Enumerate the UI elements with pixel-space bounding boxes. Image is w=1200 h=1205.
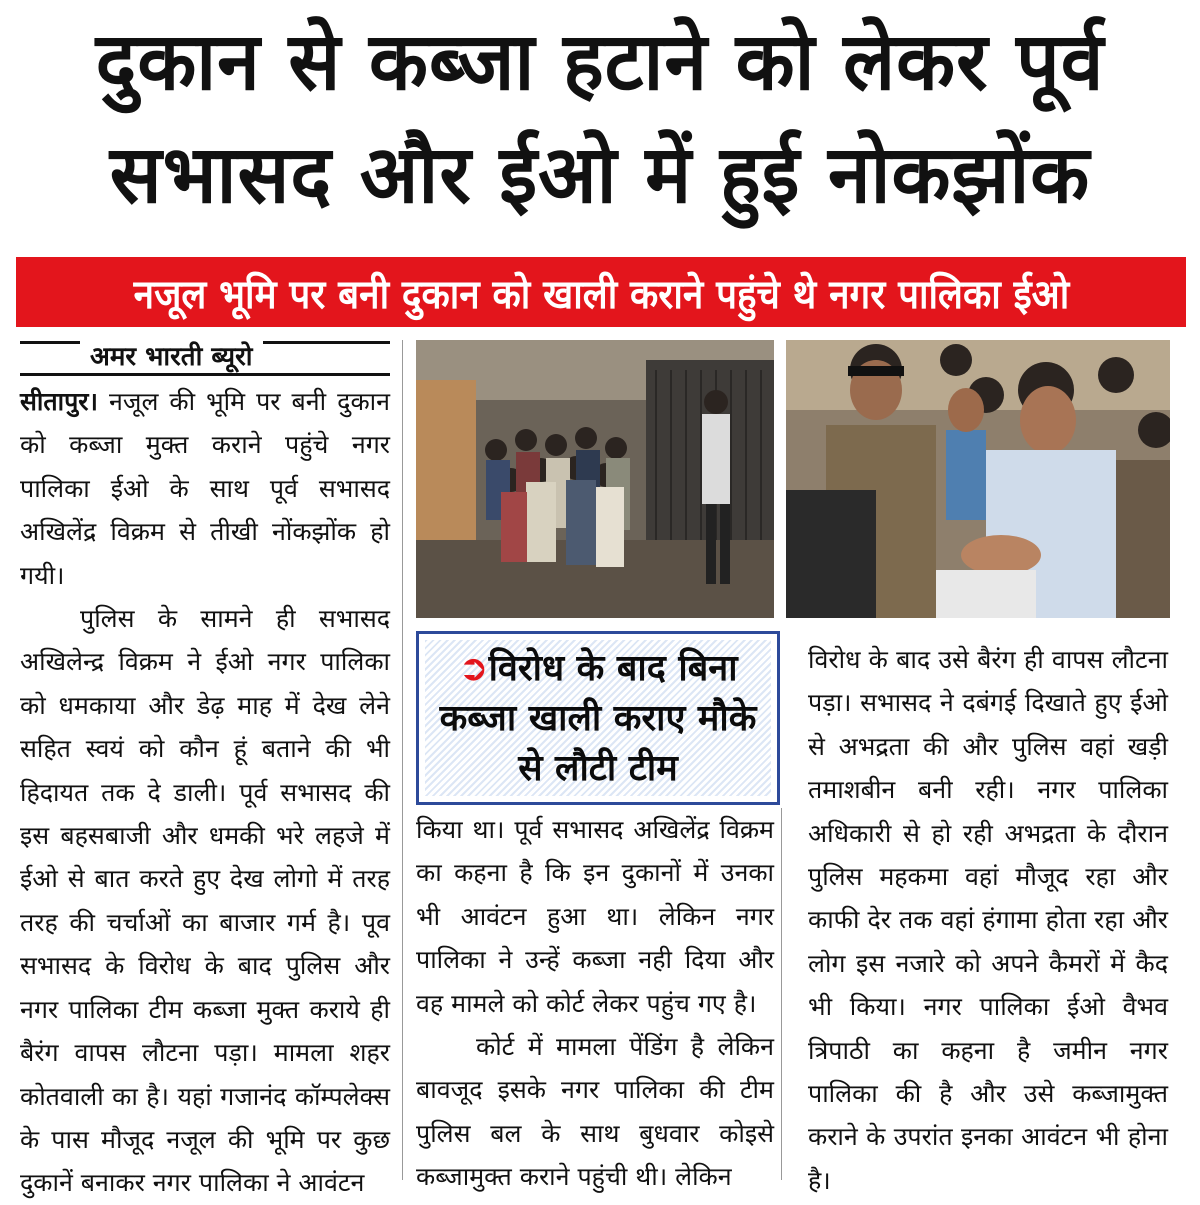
arrow-marker-icon: ➲ — [458, 648, 489, 689]
subheadline-bar — [16, 257, 1186, 327]
subhead-box-text-wrap — [429, 644, 767, 794]
col2-paragraph-1: किया था। पूर्व सभासद अखिलेंद्र विक्रम का कहना है कि इन दुकानों में उनका भी आवंटन हुआ था। लेकिन नगर पालिका ने उन्हें कब्जा नही दिया और वह मामले को कोर्ट लेकर पहुंच गए है। — [416, 815, 774, 1018]
photo-crowd — [416, 340, 774, 618]
photo-confrontation — [786, 340, 1170, 618]
dateline: सीतापुर। — [20, 387, 99, 416]
article-column-2 — [416, 808, 774, 1199]
byline-text: अमर भारती ब्यूरो — [80, 341, 263, 373]
article-column-1 — [20, 380, 390, 1205]
col2-paragraph-2: कोर्ट में मामला पेंडिंग है लेकिन बावजूद इसके नगर पालिका की टीम पुलिस बल के साथ बुधवार कोइसे कब्जामुक्त कराने पहुंची थी। लेकिन — [416, 1032, 774, 1192]
subhead-box — [416, 631, 780, 805]
headline — [0, 0, 1200, 252]
article-column-3 — [808, 638, 1168, 1202]
byline-rule-bottom — [20, 373, 390, 376]
subhead-box-text: विरोध के बाद बिना कब्जा खाली कराए मौके से लौटी टीम — [439, 648, 757, 789]
byline — [20, 335, 390, 375]
headline-line-2: सभासद और ईओ में हुई नोकझोंक — [109, 128, 1091, 221]
col1-paragraph-2: पुलिस के सामने ही सभासद अखिलेन्द्र विक्रम ने ईओ नगर पालिका को धमकाया और डेढ़ माह में देख लेने सहित स्वयं को कौन हूं बताने की भी हिदायत तक दे डाली। पूर्व सभासद की इस बहसबाजी और धमकी भरे लहजे में ईओ से बात करते हुए देख लोगो में तरह तरह की चर्चाओं का बाजार गर्म है। पूव सभासद के विरोध के बाद पुलिस और नगर पालिका टीम कब्जा मुक्त कराये ही बैरंग वापस लौटना पड़ा। मामला शहर कोतवाली का है। यहां गजानंद कॉम्पलेक्स के पास मौजूद नजूल की भूमि पर कुछ दुकानें बनाकर नगर पालिका ने आवंटन — [20, 604, 390, 1198]
headline-line-1: दुकान से कब्जा हटाने को लेकर पूर्व — [95, 15, 1105, 108]
column-rule — [781, 808, 782, 1180]
subheadline: नजूल भूमि पर बनी दुकान को खाली कराने पहुंचे थे नगर पालिका ईओ — [133, 271, 1069, 318]
col3-paragraph-1: विरोध के बाद उसे बैरंग ही वापस लौटना पड़ा। सभासद ने दबंगई दिखाते हुए ईओ से अभद्रता की और पुलिस वहां खड़ी तमाशबीन बनी रही। नगर पालिका अधिकारी से हो रही अभद्रता के दौरान पुलिस महकमा वहां मौजूद रहा और काफी देर तक वहां हंगामा होता रहा और लोग इस नजारे को अपने कैमरों में कैद भी किया। नगर पालिका ईओ वैभव त्रिपाठी का कहना है जमीन नगर पालिका की है और उसे कब्जामुक्त कराने के उपरांत इनका आवंटन भी होना है। — [808, 645, 1168, 1195]
column-rule — [402, 340, 403, 1180]
col1-paragraph-1: नजूल की भूमि पर बनी दुकान को कब्जा मुक्त कराने पहुंचे नगर पालिका ईओ के साथ पूर्व सभासद अखिलेंद्र विक्रम से तीखी नोंकझोंक हो गयी। — [20, 387, 390, 590]
